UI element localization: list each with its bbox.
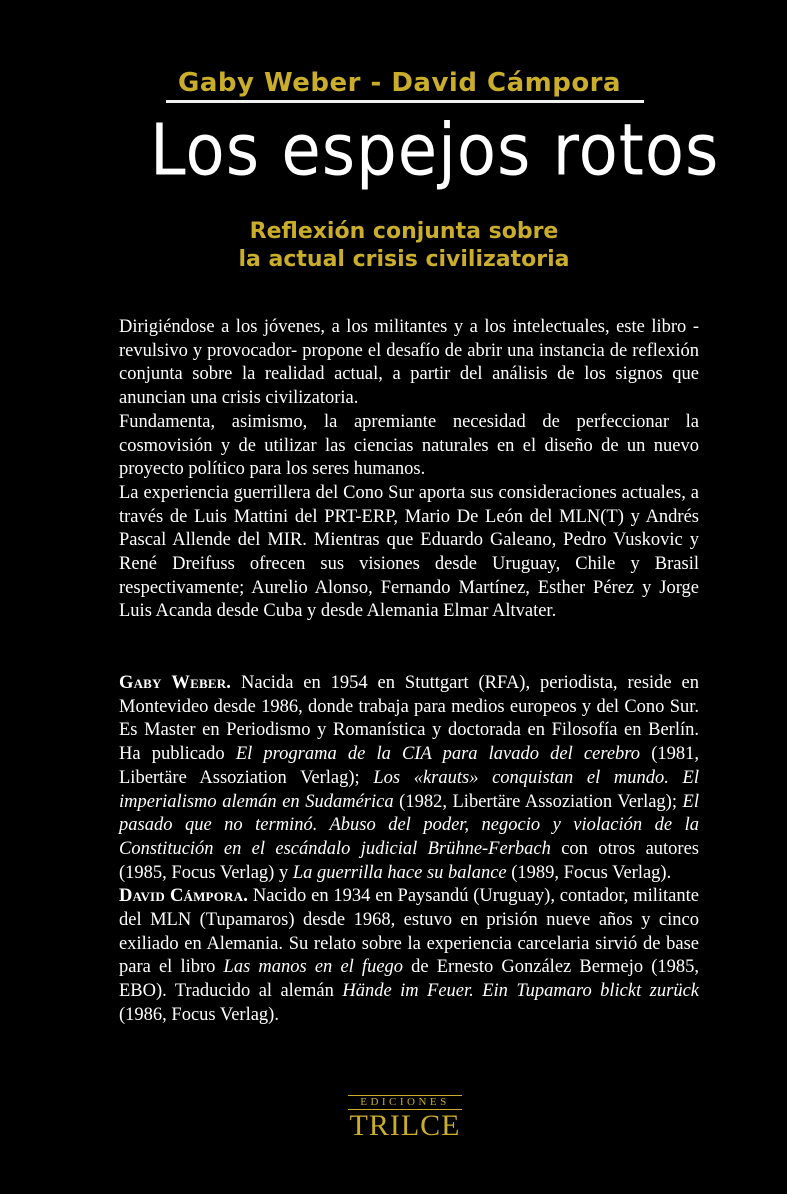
bio-name-campora: David Cámpora. <box>119 886 249 907</box>
bio-text: (1986, Focus Verlag). <box>119 1004 279 1025</box>
book-work-title: Hände im Feuer. Ein Tupamaro blickt zurück <box>342 981 699 1002</box>
book-work-title: El pasado que no terminó. Abuso del poder, negocio y violación de la Constitución en el escándalo judicial Brühne-Ferbach <box>119 791 699 859</box>
blurb-paragraph-3: La experiencia guerrillera del Cono Sur aporta sus consideraciones actuales, a través de Luis Mattini del PRT-ERP, Mario De León del MLN(T) y Andrés Pascal Allende del MIR. Mientras que Eduardo Galeano, Pedro Vuskovic y René Dreifuss ofrecen sus visiones desde Uruguay, Chile y Brasil respectivamente; Aurelio Alonso, Fernando Martínez, Esther Pérez y Jorge Luis Acanda desde Cuba y desde Alemania Elmar Altvater. <box>119 482 699 622</box>
book-work-title: La guerrilla hace su balance <box>292 862 507 883</box>
book-subtitle <box>0 218 787 274</box>
book-work-title: Las manos en el fuego <box>223 957 404 978</box>
author-bios <box>119 672 699 1028</box>
bio-name-weber: Gaby Weber. <box>119 673 232 693</box>
publisher-logo <box>348 1095 462 1142</box>
book-work-title: El programa de la CIA para lavado del cerebro <box>235 744 641 765</box>
subtitle-line-2: la actual crisis civilizatoria <box>238 247 570 272</box>
bio-text: (1981, Libertäre Assoziation Verlag); <box>119 744 699 788</box>
bio-text: de Ernesto González Bermejo (1985, EBO). Traducido al alemán <box>119 957 700 1002</box>
bio-text: (1989, Focus Verlag). <box>506 862 672 883</box>
publisher-imprint: EDICIONES <box>348 1095 462 1110</box>
bio-text: Nacida en 1954 en Stuttgart (RFA), periodista, reside en Montevideo desde 1986, donde trabaja para medios europeos y del Cono Sur. Es Master en Periodismo y Romanística y doctorada en Filosofía en Berlín. Ha publicado <box>119 673 699 765</box>
authors-heading: Gaby Weber - David Cámpora <box>178 68 622 98</box>
blurb-paragraph-2: Fundamenta, asimismo, la apremiante necesidad de perfeccionar la cosmovisión y de utilizar las ciencias naturales en el diseño de un nuevo proyecto político para los seres humanos. <box>119 411 699 480</box>
subtitle-line-1: Reflexión conjunta sobre <box>249 219 559 244</box>
blurb-paragraph-1: Dirigiéndose a los jóvenes, a los militantes y a los intelectuales, este libro -revulsivo y provocador- propone el desafío de abrir una instancia de reflexión conjunta sobre la realidad actual, a partir del análisis de los signos que anuncian una crisis civilizatoria. <box>119 317 699 409</box>
bio-text: Nacido en 1934 en Paysandú (Uruguay), contador, militante del MLN (Tupamaros) desde 1968, estuvo en prisión nueve años y cinco exiliado en Alemania. Su relato sobre la experiencia carcelaria sirvió de base para el libro <box>119 886 699 978</box>
book-title: Los espejos rotos <box>150 109 720 193</box>
bio-gaby-weber <box>119 672 699 885</box>
book-blurb <box>119 316 699 624</box>
publisher-name: TRILCE <box>349 1109 461 1142</box>
book-work-title: Los «krauts» conquistan el mundo. El imperialismo alemán en Sudamérica <box>119 767 699 812</box>
bio-david-campora <box>119 885 699 1027</box>
bio-text: con otros autores (1985, Focus Verlag) y <box>119 838 699 883</box>
bio-text: (1982, Libertäre Assoziation Verlag); <box>393 791 683 812</box>
